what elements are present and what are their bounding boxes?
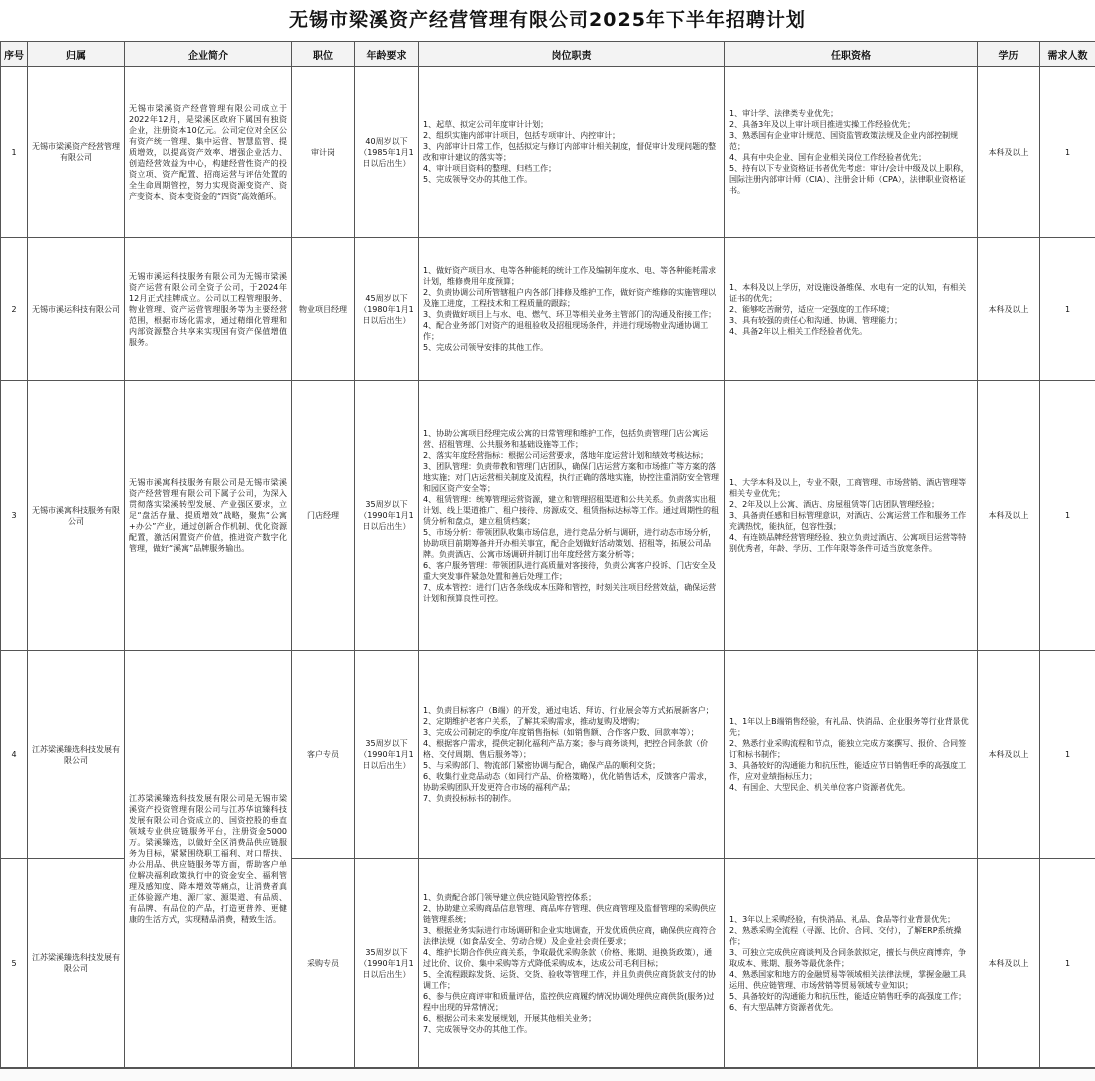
row-org: 江苏梁溪臻选科技发展有限公司 [28,859,125,1068]
header-education: 学历 [978,42,1040,67]
row-age: 35周岁以下（1990年1月1日以后出生） [355,651,419,859]
duty-line: 2、负责协调公司所管辖租户内各部门排修及维护工作，做好资产维修的实施管理以及施工进度，工程技术和工程质量的跟踪； [423,287,720,309]
duty-line: 2、协助建立采购商品信息管理、商品库存管理、供应商管理及监督管理的采购供应链管理系统； [423,903,720,925]
duty-line: 4、配合业务部门对资产的退租验收及招租现场条件，并进行现场物业沟通协调工作； [423,320,720,342]
header-duties: 岗位职责 [419,42,725,67]
row-quals [725,238,978,381]
row-intro: 无锡市梁溪资产经营管理有限公司成立于2022年12月，是梁溪区政府下属国有独资企业，注册资本10亿元。公司定位对全区公有资产统一管理、集中运营、智慧监管、提质增效，以提高资产效率、增强企业活力、创造经营效益为中心，构建经营性资产的投资立项、资产配置、招商运营与评估处置的全生命周期管控，努力实现资源变资产、资产变资本、资本变资金的“四资”高效循环。 [125,67,292,238]
row-education: 本科及以上 [978,67,1040,238]
header-intro: 企业简介 [125,42,292,67]
qualification-line: 3、具备责任感和目标管理意识，对酒店、公寓运营工作和服务工作充满热忱，能执征，包容性强； [729,510,973,532]
row-org: 无锡市梁溪资产经营管理有限公司 [28,67,125,238]
duty-line: 4、根据客户需求，提供定制化福利产品方案；参与商务谈判，把控合同条款（价格、交付周期、售后服务等）； [423,738,720,760]
row-quals [725,381,978,651]
qualification-line: 5、持有以下专业资格证书者优先考虑：审计/会计中级及以上职称，国际注册内部审计师（CIA）、注册会计师（CPA），法律职业资格证书。 [729,163,973,196]
qualification-line: 1、1年以上B端销售经验，有礼品、快消品、企业服务等行业背景优先； [729,716,973,738]
row-no: 2 [1,238,28,381]
duty-line: 6、收集行业竞品动态（如同行产品、价格策略），优化销售话术，反馈客户需求，协助采购团队开发更符合市场的福利产品； [423,771,720,793]
row-duties [419,859,725,1068]
duty-line: 1、协助公寓项目经理完成公寓的日常管理和维护工作，包括负责管理门店公寓运营、招租管理、公共服务和基础设施等工作； [423,428,720,450]
duty-line: 2、定期维护老客户关系，了解其采购需求，推动复购及增购； [423,716,720,727]
row-count: 1 [1040,859,1095,1068]
row-age: 40周岁以下（1985年1月1日以后出生） [355,67,419,238]
row-education: 本科及以上 [978,859,1040,1068]
row-intro: 江苏梁溪臻选科技发展有限公司是无锡市梁溪资产投资管理有限公司与江苏华谊臻科技发展有限公司合资成立的、国资控股的垂直领域专业供应链服务平台，注册资金5000万。梁溪臻选，以做好全区消费品供应链服务为目标，紧紧围绕职工福利、对口帮扶、办公用品、供应链服务等方面，帮助客户单位解决福利政策执行中的资金安全、福利管理及感知度、降本增效等痛点，让消费者真正体验源产地、源厂家、源渠道、有品质、有品牌、有品位的产品，打造更普养、更健康的生活方式，实现精品消费，精致生活。 [125,651,292,1068]
row-age: 35周岁以下（1990年1月1日以后出生） [355,381,419,651]
duty-line: 6、根据公司未来发展规划，开展其他相关业务； [423,1013,720,1024]
duty-line: 1、负责配合部门领导建立供应链风险管控体系； [423,892,720,903]
table-row [1,238,1095,381]
qualification-line: 4、有国企、大型民企、机关单位客户资源者优先。 [729,782,973,793]
qualification-line: 3、具有较强的责任心和沟通、协调、管理能力； [729,315,973,326]
row-education: 本科及以上 [978,238,1040,381]
duty-line: 2、组织实施内部审计项目，包括专项审计、内控审计； [423,130,720,141]
duty-line: 3、团队管理：负责带教和管理门店团队，确保门店运营方案和市场推广等方案的落地实施；对门店运营相关制度及流程，执行正确的落地实施，协控注重消防安全管理和园区资产安全等； [423,461,720,494]
row-quals [725,859,978,1068]
row-count: 1 [1040,67,1095,238]
duty-line: 4、维护长期合作供应商关系，争取最优采购条款（价格、账期、退换货政策），通过比价、议价、集中采购等方式降低采购成本，达成公司毛利目标； [423,947,720,969]
row-no: 1 [1,67,28,238]
header-count: 需求人数 [1040,42,1095,67]
duty-line: 1、负责目标客户（B端）的开发，通过电话、拜访、行业展会等方式拓展新客户； [423,705,720,716]
row-position: 门店经理 [292,381,355,651]
header-row [1,42,1095,67]
qualification-line: 2、具备3年及以上审计项目推进实操工作经验优先； [729,119,973,130]
row-count: 1 [1040,651,1095,859]
duty-line: 5、与采购部门、物流部门紧密协调与配合，确保产品的顺利交货； [423,760,720,771]
qualification-line: 2、熟悉行业采购流程和节点，能独立完成方案撰写、报价、合同签订和标书制作； [729,738,973,760]
header-position: 职位 [292,42,355,67]
duty-line: 5、全流程跟踪发货、运货、交货、验收等管理工作，并且负责供应商货款支付的协调工作； [423,969,720,991]
qualification-line: 1、审计学、法律类专业优先； [729,108,973,119]
row-org: 江苏梁溪臻选科技发展有限公司 [28,651,125,859]
row-quals [725,651,978,859]
qualification-line: 3、可独立完成供应商谈判及合同条款拟定，擅长与供应商博弈，争取成本、账期、服务等最优条件； [729,947,973,969]
row-duties [419,651,725,859]
qualification-line: 3、熟悉国有企业审计规范、国资监管政策法规及企业内部控制规范； [729,130,973,152]
duty-line: 7、负责投标标书的制作。 [423,793,720,804]
duty-line: 1、起草、拟定公司年度审计计划； [423,119,720,130]
next-row-edge [0,1068,1095,1081]
qualification-line: 2、熟悉采购全流程（寻源、比价、合同、交付），了解ERP系统操作； [729,925,973,947]
row-duties [419,67,725,238]
duty-line: 7、成本管控：进行门店各条线成本压降和管控，时刻关注项目经营效益，确保运营计划和预算良性可控。 [423,582,720,604]
page-title: 无锡市梁溪资产经营管理有限公司2025年下半年招聘计划 [0,0,1095,42]
duty-line: 6、参与供应商评审和质量评估，监控供应商履约情况协调处理供应商供货(服务)过程中出现的异常情况； [423,991,720,1013]
table-row [1,381,1095,651]
header-age: 年龄要求 [355,42,419,67]
row-position: 客户专员 [292,651,355,859]
row-no: 4 [1,651,28,859]
row-position: 采购专员 [292,859,355,1068]
qualification-line: 1、3年以上采购经验，有快消品、礼品、食品等行业背景优先； [729,914,973,925]
qualification-line: 4、具备2年以上相关工作经验者优先。 [729,326,973,337]
qualification-line: 5、具备较好的沟通能力和抗压性，能适应销售旺季的高强度工作； [729,991,973,1002]
duty-line: 5、完成领导交办的其他工作。 [423,174,720,185]
duty-line: 3、负责做好项目上与水、电、燃气、环卫等相关业务主管部门的沟通及衔接工作； [423,309,720,320]
row-count: 1 [1040,238,1095,381]
row-intro: 无锡市溪运科技服务有限公司为无锡市梁溪资产运营有限公司全资子公司，于2024年12月正式挂牌成立。公司以工程管理服务、物业管理、资产运营管理服务等为主要经营范围，根据市场化需求，通过精细化管理和内部资源整合共享来实现国有资产保值增值服务。 [125,238,292,381]
qualification-line: 4、熟悉国家和地方的金融贸易等领域相关法律法规，掌握金融工具运用、供应链管理、市场营销等贸易领域专业知识； [729,969,973,991]
row-no: 3 [1,381,28,651]
table-row [1,651,1095,859]
row-org: 无锡市溪运科技有限公司 [28,238,125,381]
qualification-line: 4、具有中央企业、国有企业相关岗位工作经验者优先； [729,152,973,163]
qualification-line: 1、大学本科及以上，专业不限，工商管理、市场营销、酒店管理等相关专业优先； [729,477,973,499]
qualification-line: 2、能够吃苦耐劳，适应一定强度的工作环境； [729,304,973,315]
duty-line: 2、落实年度经营指标：根据公司运营要求，落地年度运营计划和绩效考核达标； [423,450,720,461]
qualification-line: 2、2年及以上公寓、酒店、房屋租赁等门店团队管理经验； [729,499,973,510]
row-intro: 无锡市溪寓科技服务有限公司是无锡市梁溪资产经营管理有限公司下属子公司，为深入贯彻落实梁溪转型发展、产业强区要求，立足“盘活存量、提质增效”战略，聚焦“公寓+办公”产业，通过创新合作机制、优化资源配置，激活闲置资产价值，推进资产数字化管理，做好“溪寓”品牌服务输出。 [125,381,292,651]
duty-line: 3、完成公司制定的季度/年度销售指标（如销售额、合作客户数、回款率等）； [423,727,720,738]
duty-line: 3、内部审计日常工作，包括拟定与修订内部审计相关制度，督促审计发现问题的整改和审计建议的落实等； [423,141,720,163]
table-row [1,67,1095,238]
duty-line: 1、做好资产项目水、电等各种能耗的统计工作及编制年度水、电、等各种能耗需求计划，维修费用年度预算； [423,265,720,287]
row-no: 5 [1,859,28,1068]
duty-line: 6、客户服务管理：带领团队进行高质量对客接待，负责公寓客户投诉、门店安全及重大突发事件紧急处置和善后处理工作； [423,560,720,582]
header-no: 序号 [1,42,28,67]
duty-line: 5、完成公司领导安排的其他工作。 [423,342,720,353]
row-position: 审计岗 [292,67,355,238]
duty-line: 7、完成领导交办的其他工作。 [423,1024,720,1035]
duty-line: 4、审计项目资料的整理、归档工作； [423,163,720,174]
duty-line: 5、市场分析：带领团队收集市场信息，进行竞品分析与调研，进行动态市场分析，协助项目前期筹备并开办相关事宜，配合企划做好活动策划、招租等，拓展公司品牌。负责酒店、公寓市场调研并制订出年度经营方案分析等； [423,527,720,560]
row-education: 本科及以上 [978,651,1040,859]
header-org: 归属 [28,42,125,67]
row-position: 物业项目经理 [292,238,355,381]
row-duties [419,381,725,651]
duty-line: 4、租赁管理：统筹管理运营资源，建立和管理招租渠道和公共关系。负责落实出租计划、线上渠道推广、租户接待、房源成交、租赁指标达标等工作。通过周期性的租赁分析和盘点，建立租赁档案； [423,494,720,527]
duty-line: 3、根据业务实际进行市场调研和企业实地调查，开发优质供应商，确保供应商符合法律法规（如食品安全、劳动合规）及企业社会责任要求； [423,925,720,947]
row-age: 35周岁以下（1990年1月1日以后出生） [355,859,419,1068]
qualification-line: 4、有连锁品牌经营管理经验、独立负责过酒店、公寓项目运营等特别优秀者，年龄、学历、工作年限等条件可适当放宽条件。 [729,532,973,554]
qualification-line: 3、具备较好的沟通能力和抗压性，能适应节日销售旺季的高强度工作，应对业绩指标压力； [729,760,973,782]
qualification-line: 1、本科及以上学历，对设施设备维保、水电有一定的认知，有相关证书的优先； [729,282,973,304]
header-quals: 任职资格 [725,42,978,67]
row-duties [419,238,725,381]
row-quals [725,67,978,238]
row-org: 无锡市溪寓科技服务有限公司 [28,381,125,651]
row-count: 1 [1040,381,1095,651]
recruitment-table [0,41,1095,1068]
row-age: 45周岁以下（1980年1月1日以后出生） [355,238,419,381]
qualification-line: 6、有大型品牌方资源者优先。 [729,1002,973,1013]
row-education: 本科及以上 [978,381,1040,651]
